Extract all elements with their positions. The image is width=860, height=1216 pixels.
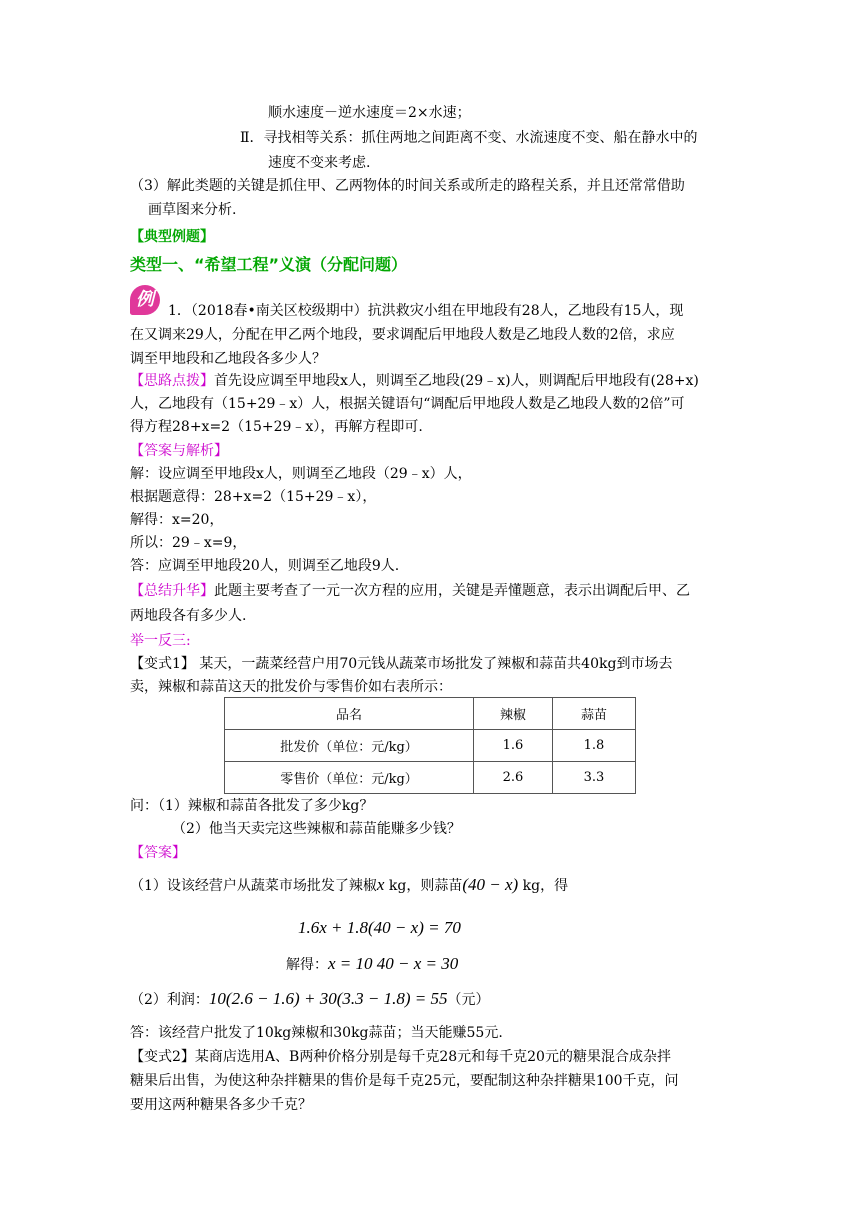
answer2-conclusion: 答：该经营户批发了10kg辣椒和30kg蒜苗；当天能赚55元.: [130, 1025, 503, 1041]
summary-text-1: 此题主要考查了一元一次方程的应用，关键是弄懂题意，表示出调配后甲、乙: [214, 583, 690, 599]
variant2-text-1: 某商店选用A、B两种价格分别是每千克28元和每千克20元的糖果混合成杂拌: [194, 1049, 671, 1065]
solution-line-5: 答：应调至甲地段20人，则调至乙地段9人.: [130, 558, 400, 574]
answer2-expression: (40 − x): [462, 875, 519, 894]
hint-text-1: 首先设应调至甲地段x人，则调至乙地段(29﹣x)人，则调配后甲地段有(28+x): [214, 373, 699, 389]
table-header-cell: 品名: [225, 698, 474, 730]
table-cell: 零售价（单位：元/kg）: [225, 762, 474, 794]
answer2-text-a: （1）设该经营户从蔬菜市场批发了辣椒: [130, 878, 377, 894]
variant1-label: 【变式1】: [130, 656, 195, 672]
solution-line-2: 根据题意得：28+x=2（15+29﹣x），: [130, 489, 377, 505]
table-cell: 批发价（单位：元/kg）: [225, 730, 474, 762]
question-line-1: 问：（1）辣椒和蒜苗各批发了多少kg？: [130, 798, 374, 814]
answer2-text-c: kg，得: [518, 878, 569, 894]
profit-unit: （元）: [447, 992, 490, 1008]
solution-line-1: 解：设应调至甲地段x人，则调至乙地段（29﹣x）人，: [130, 466, 472, 482]
solution-line-4: 所以：29﹣x=9，: [130, 535, 247, 551]
solve-line: [286, 953, 458, 976]
profit-expression: 10(2.6 − 1.6) + 30(3.3 − 1.8) = 55: [208, 989, 448, 1008]
answer2-label: 【答案】: [130, 845, 186, 861]
examples-heading: 【典型例题】: [130, 229, 214, 245]
table-cell: 1.8: [553, 730, 636, 762]
intro-line-1: 顺水速度－逆水速度＝2×水速；: [268, 105, 471, 121]
price-table: [224, 697, 636, 794]
answer2-variable: x: [376, 875, 385, 894]
profit-label: （2）利润：: [130, 992, 209, 1008]
table-cell: 3.3: [553, 762, 636, 794]
table-row: [225, 762, 636, 794]
example-badge-icon: 例: [130, 285, 160, 315]
solve-label: 解得：: [286, 957, 328, 973]
intro-line-2: Ⅱ．寻找相等关系：抓住两地之间距离不变、水流速度不变、船在静水中的: [240, 130, 698, 146]
section-title: 类型一、“希望工程”义演（分配问题）: [130, 255, 408, 274]
variant2-line-2: 糖果后出售，为使这种杂拌糖果的售价是每千克25元，要配制这种杂拌糖果100千克，问: [130, 1073, 679, 1089]
variant2-line-1: [130, 1046, 671, 1068]
hint-line-3: 得方程28+x=2（15+29﹣x），再解方程即可.: [130, 419, 423, 435]
hint-line-1: [130, 370, 699, 392]
answer2-line-1: [130, 874, 568, 897]
question-line-2: （2）他当天卖完这些辣椒和蒜苗能赚多少钱？: [172, 821, 461, 837]
summary-line-2: 两地段各有多少人.: [130, 608, 247, 624]
answer-label: 【答案与解析】: [130, 443, 228, 459]
intro-line-3: 速度不变来考虑.: [268, 155, 371, 171]
hint-label: 【思路点拨】: [130, 373, 214, 389]
solve-value: x = 10 40 − x = 30: [328, 954, 459, 973]
summary-label: 【总结升华】: [130, 583, 214, 599]
table-cell: 1.6: [474, 730, 553, 762]
variant1-line-2: 卖，辣椒和蒜苗这天的批发价与零售价如右表所示：: [130, 679, 452, 695]
table-header-cell: 蒜苗: [553, 698, 636, 730]
problem-line-1: 1．（2018春•南关区校级期中）抗洪救灾小组在甲地段有28人，乙地段有15人，现: [168, 303, 684, 319]
variant1-text-1: 某天，一蔬菜经营户用70元钱从蔬菜市场批发了辣椒和蒜苗共40kg到市场去: [194, 656, 673, 672]
summary-line-1: [130, 580, 690, 602]
intro-line-4: （3）解此类题的关键是抓住甲、乙两物体的时间关系或所走的路程关系，并且还常常借助: [130, 178, 685, 194]
practice-label: 举一反三:: [130, 633, 191, 649]
variant2-label: 【变式2】: [130, 1049, 195, 1065]
variant2-line-3: 要用这两种糖果各多少千克？: [130, 1097, 312, 1113]
answer2-text-b: kg，则蒜苗: [384, 878, 463, 894]
variant1-line-1: [130, 653, 672, 675]
intro-line-5: 画草图来分析.: [148, 202, 237, 218]
problem-line-2: 在又调来29人，分配在甲乙两个地段，要求调配后甲地段人数是乙地段人数的2倍，求应: [130, 327, 675, 343]
table-cell: 2.6: [474, 762, 553, 794]
problem-line-3: 调至甲地段和乙地段各多少人？: [130, 351, 326, 367]
hint-line-2: 人，乙地段有（15+29﹣x）人，根据关键语句“调配后甲地段人数是乙地段人数的2倍”可: [130, 396, 685, 412]
table-header-cell: 辣椒: [474, 698, 553, 730]
table-row: [225, 730, 636, 762]
table-header-row: [225, 698, 636, 730]
solution-line-3: 解得：x=20，: [130, 512, 224, 528]
equation-line: 1.6x + 1.8(40 − x) = 70: [298, 918, 461, 937]
profit-line: [130, 988, 489, 1011]
